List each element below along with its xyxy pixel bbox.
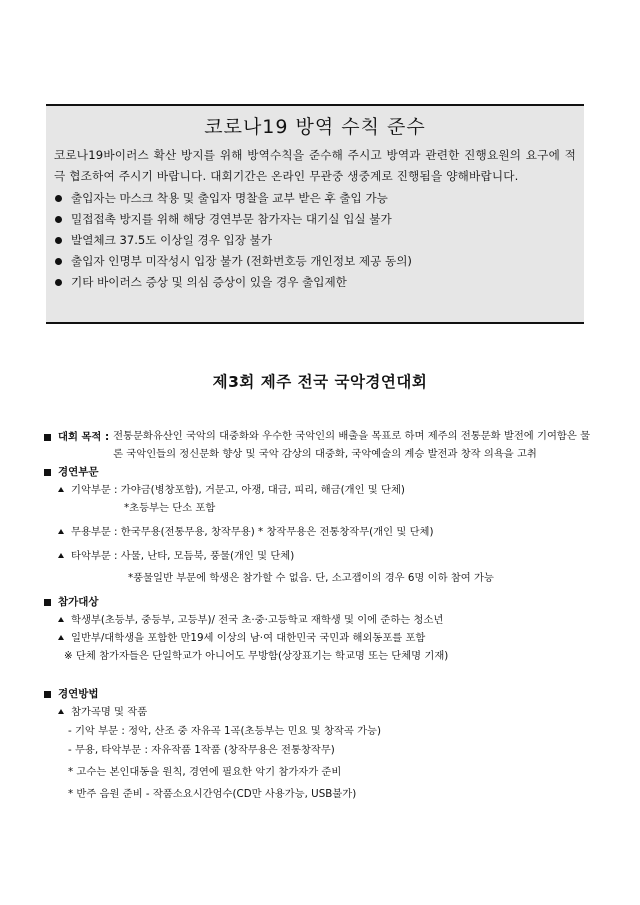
bullet-icon (55, 258, 62, 265)
eligibility-heading-text: 참가대상 (58, 596, 99, 608)
eligibility-note: ※ 단체 참가자들은 단일학교가 아니어도 무방함(상장표기는 학교명 또는 단체명 기재) (64, 650, 449, 662)
square-bullet-icon (44, 599, 51, 606)
purpose-label: 대회 목적 : (58, 431, 110, 443)
notice-list (54, 188, 576, 293)
division-instrument (58, 481, 596, 499)
notice-title: 코로나19 방역 수칙 준수 (204, 116, 426, 138)
divisions-heading (44, 463, 596, 481)
eligibility-students (58, 611, 596, 629)
purpose-label-wrap (44, 428, 109, 446)
eligibility-students-text: 학생부(초등부, 중등부, 고등부)/ 전국 초·중·고등학교 재학생 및 이에 준하는 청소년 (71, 614, 444, 626)
bullet-icon (55, 195, 62, 202)
divisions-heading-text: 경연부문 (58, 466, 99, 478)
notice-item-text: 밀접접촉 방지를 위해 해당 경연부문 참가자는 대기실 입실 불가 (71, 212, 392, 226)
triangle-bullet-icon (58, 487, 64, 492)
notice-item (54, 251, 576, 272)
eligibility-general-text: 일반부/대학생을 포함한 만19세 이상의 남·여 대한민국 국민과 해외동포를 포함 (71, 632, 426, 644)
method-pieces (58, 703, 596, 721)
spacer (44, 665, 596, 685)
triangle-bullet-icon (58, 635, 64, 640)
page-title: 제3회 제주 전국 국악경연대회 (212, 373, 428, 391)
division-percussion-text: 타악부문 : 사물, 난타, 모듬북, 풍물(개인 및 단체) (71, 550, 295, 562)
bullet-icon (55, 216, 62, 223)
method-heading-text: 경연방법 (58, 688, 99, 700)
method-dance: - 무용, 타악부문 : 자유작품 1작품 (창작무용은 전통창작무) (68, 744, 335, 756)
method-pieces-text: 참가곡명 및 작품 (71, 706, 148, 718)
method-drummer: * 고수는 본인대동을 원칙, 경연에 필요한 악기 참가자가 준비 (68, 766, 342, 778)
division-percussion (58, 547, 596, 565)
triangle-bullet-icon (58, 617, 64, 622)
eligibility-general (58, 629, 596, 647)
notice-item (54, 230, 576, 251)
notice-item-text: 기타 바이러스 증상 및 의심 증상이 있을 경우 출입제한 (71, 275, 347, 289)
division-dance-text: 무용부문 : 한국무용(전통무용, 창작무용) * 창작무용은 전통창작무(개인 및 단체) (71, 526, 434, 538)
notice-item (54, 188, 576, 209)
eligibility-heading (44, 593, 596, 611)
method-heading (44, 685, 596, 703)
triangle-bullet-icon (58, 553, 64, 558)
notice-item-text: 출입자 인명부 미작성시 입장 불가 (전화번호등 개인정보 제공 동의) (71, 254, 412, 268)
notice-item (54, 272, 576, 293)
division-instrument-note: *초등부는 단소 포함 (124, 502, 216, 514)
square-bullet-icon (44, 434, 51, 441)
purpose-section (44, 428, 596, 463)
notice-item-text: 발열체크 37.5도 이상일 경우 입장 불가 (71, 233, 273, 247)
square-bullet-icon (44, 469, 51, 476)
notice-item-text: 출입자는 마스크 착용 및 출입자 명찰을 교부 받은 후 출입 가능 (71, 191, 388, 205)
notice-item (54, 209, 576, 230)
method-music: * 반주 음원 준비 - 작품소요시간엄수(CD만 사용가능, USB불가) (68, 788, 357, 800)
square-bullet-icon (44, 691, 51, 698)
notice-intro: 코로나19바이러스 확산 방지를 위해 방역수칙을 준수해 주시고 방역과 관련한 진행요원의 요구에 적극 협조하여 주시기 바랍니다. 대회기간은 온라인 무관중 생중계로 진행됨을 양해바랍니다. (54, 148, 576, 183)
division-percussion-note: *풍물일반 부문에 학생은 참가할 수 없음. 단, 소고잽이의 경우 6명 이하 참여 가능 (128, 572, 494, 584)
bullet-icon (55, 279, 62, 286)
division-dance (58, 523, 596, 541)
triangle-bullet-icon (58, 529, 64, 534)
method-instrument: - 기악 부문 : 정악, 산조 중 자유곡 1곡(초등부는 민요 및 창작곡 가능) (68, 725, 381, 737)
triangle-bullet-icon (58, 709, 64, 714)
purpose-text: 전통문화유산인 국악의 대중화와 우수한 국악인의 배출을 목표로 하며 제주의 전통문화 발전에 기여함은 물론 국악인들의 정신문화 향상 및 국악 감상의 대중화, 국악예술의 계승 발전과 창작 의욕을 고취 (113, 430, 591, 460)
division-instrument-text: 기악부문 : 가야금(병창포함), 거문고, 아쟁, 대금, 피리, 해금(개인 및 단체) (71, 484, 405, 496)
covid-notice-box (46, 104, 584, 324)
bullet-icon (55, 237, 62, 244)
competition-details (44, 428, 596, 803)
